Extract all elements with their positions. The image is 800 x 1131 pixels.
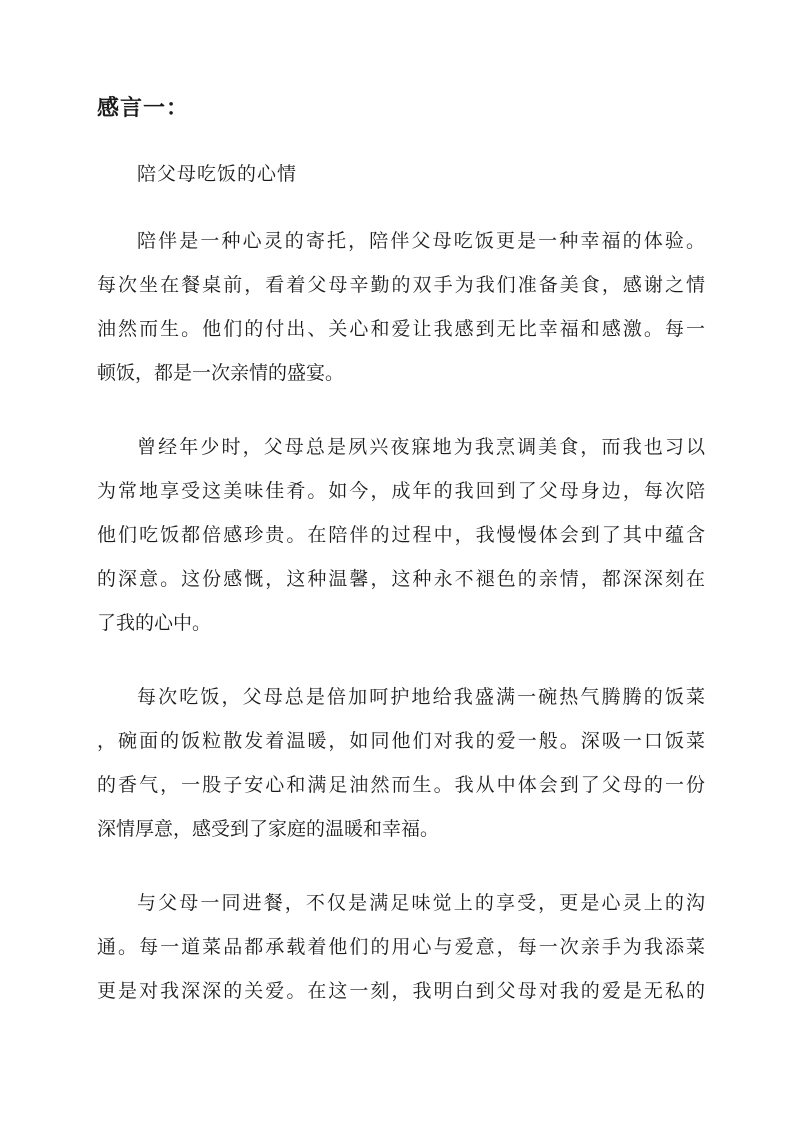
paragraph-line: 的深意。这份感慨，这种温馨，这种永不褪色的亲情，都深深刻在	[97, 568, 705, 590]
paragraph-line: 通。每一道菜品都承载着他们的用心与爱意，每一次亲手为我添菜	[97, 936, 705, 958]
paragraph-line: 更是对我深深的关爱。在这一刻，我明白到父母对我的爱是无私的	[97, 980, 705, 1002]
paragraph-line: 深情厚意，感受到了家庭的温暖和幸福。	[97, 818, 440, 840]
section-heading: 感言一：	[97, 95, 190, 121]
paragraph-line: 油然而生。他们的付出、关心和爱让我感到无比幸福和感激。每一	[97, 318, 705, 340]
paragraph-line: 为常地享受这美味佳肴。如今，成年的我回到了父母身边，每次陪	[97, 480, 705, 502]
paragraph-line: 他们吃饭都倍感珍贵。在陪伴的过程中，我慢慢体会到了其中蕴含	[97, 524, 705, 546]
paragraph-line: 的香气，一股子安心和满足油然而生。我从中体会到了父母的一份	[97, 774, 705, 796]
paragraph-1	[97, 219, 705, 395]
paragraph-line: 顿饭，都是一次亲情的盛宴。	[97, 362, 345, 384]
paragraph-line: 了我的心中。	[97, 612, 212, 634]
essay-title: 陪父母吃饭的心情	[137, 163, 298, 185]
paragraph-line: 每次坐在餐桌前，看着父母辛勤的双手为我们准备美食，感谢之情	[97, 274, 705, 296]
paragraph-line: 曾经年少时，父母总是夙兴夜寐地为我烹调美食，而我也习以	[137, 436, 705, 458]
paragraph-line: 与父母一同进餐，不仅是满足味觉上的享受，更是心灵上的沟	[137, 892, 705, 914]
paragraph-line: 陪伴是一种心灵的寄托，陪伴父母吃饭更是一种幸福的体验。	[137, 230, 705, 252]
paragraph-line: ，碗面的饭粒散发着温暖，如同他们对我的爱一般。深吸一口饭菜	[97, 730, 705, 752]
paragraph-3	[97, 675, 705, 851]
paragraph-4	[97, 881, 705, 1013]
paragraph-line: 每次吃饭，父母总是倍加呵护地给我盛满一碗热气腾腾的饭菜	[137, 686, 705, 708]
paragraph-2	[97, 425, 705, 645]
